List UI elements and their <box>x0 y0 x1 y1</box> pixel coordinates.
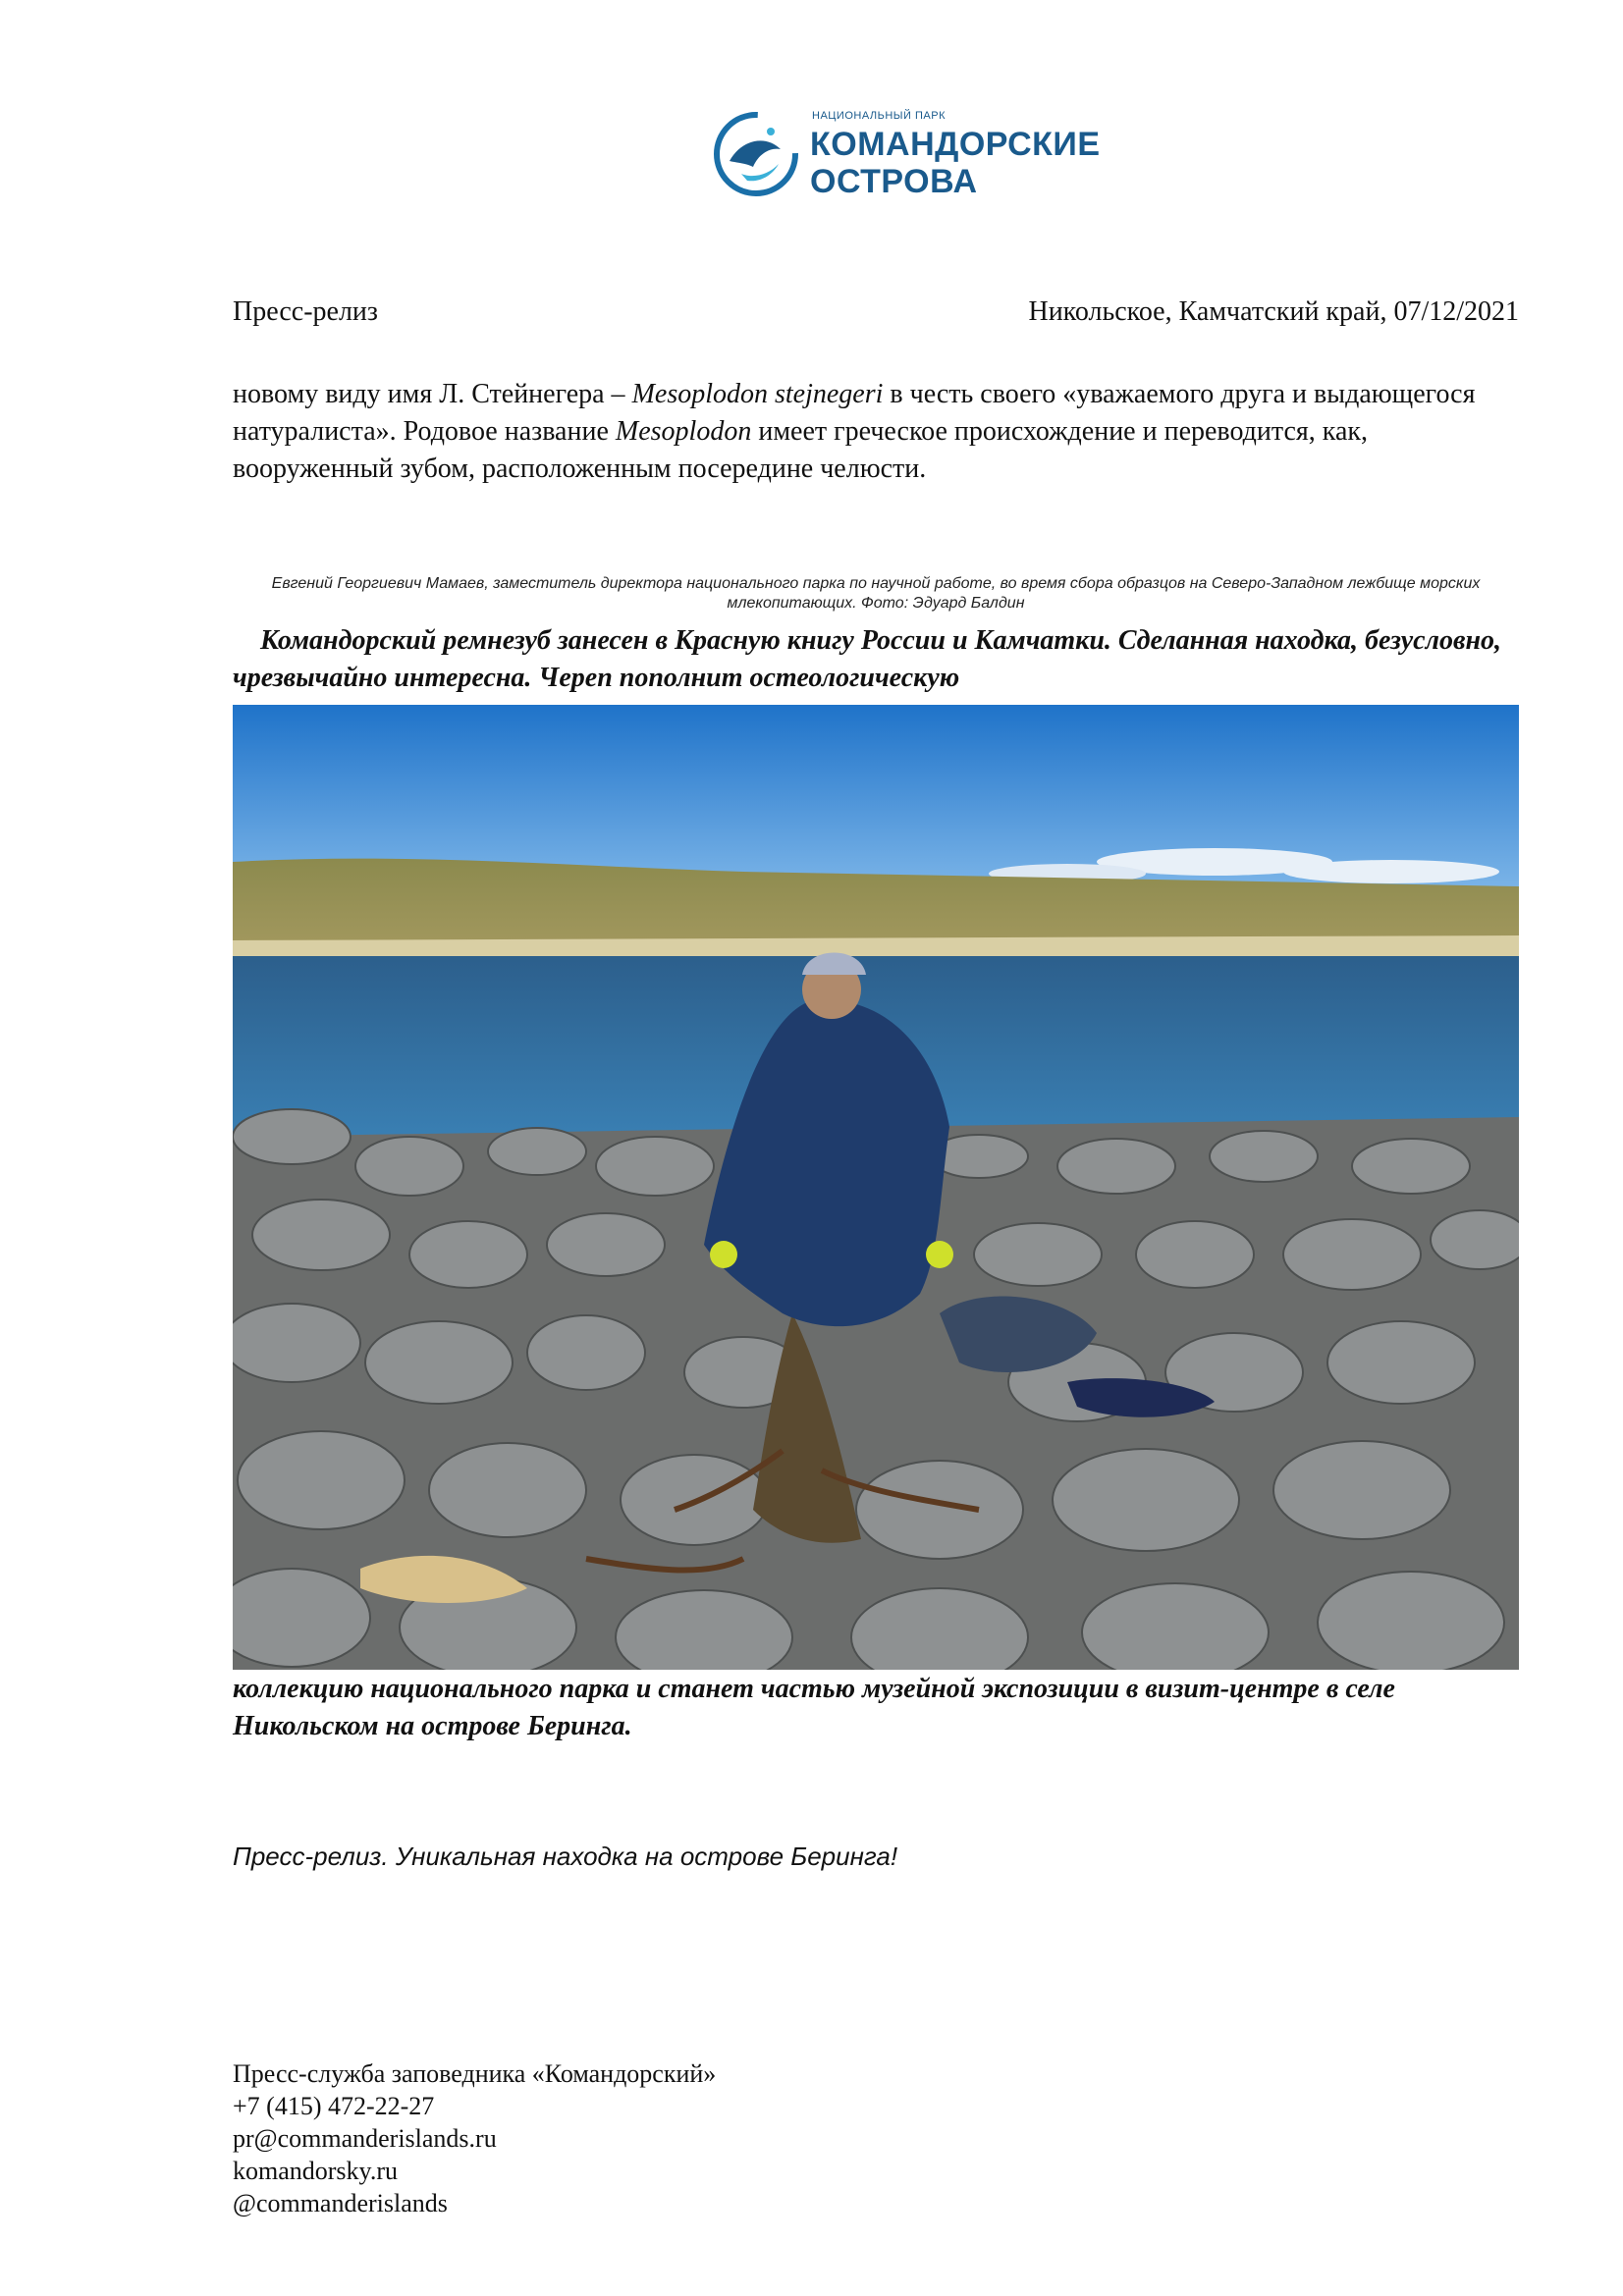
whale-emblem-icon <box>712 110 800 198</box>
species-name: Mesoplodon stejnegeri <box>631 379 884 409</box>
press-release-subtitle: Пресс-релиз. Уникальная находка на острове Беринга! <box>233 1842 898 1871</box>
phone-number: +7 (415) 472-22-27 <box>233 2092 435 2120</box>
park-logo <box>712 106 1101 200</box>
logo-pretitle: НАЦИОНАЛЬНЫЙ ПАРК <box>812 110 946 122</box>
body-paragraph <box>233 376 1519 488</box>
para-text-2: в честь своего «уважаемого друга и выдающегося натуралиста». Родовое название <box>233 379 1476 447</box>
genus-name: Mesoplodon <box>615 416 752 447</box>
contact-footer <box>233 2057 716 2219</box>
logo-line-2: ОСТРОВА <box>810 163 978 200</box>
para-text-3: имеет греческое происхождение и переводится, как, вооруженный зубом, расположенным посередине челюсти. <box>233 416 1368 484</box>
bold-text-bottom: коллекцию национального парка и станет частью музейной экспозиции в визит-центре в селе Никольском на острове Беринга. <box>233 1674 1395 1741</box>
press-service-name: Пресс-служба заповедника «Командорский» <box>233 2059 717 2088</box>
logo-line-1: КОМАНДОРСКИЕ <box>810 126 1101 163</box>
email-address: pr@commanderislands.ru <box>233 2124 497 2153</box>
place-date: Никольское, Камчатский край, 07/12/2021 <box>1028 296 1519 327</box>
bold-text-top: Командорский ремнезуб занесен в Красную книгу России и Камчатки. Сделанная находка, безусловно, чрезвычайно интересна. Череп пополнит остеологическую <box>233 625 1509 693</box>
doc-type: Пресс-релиз <box>233 296 378 327</box>
website: komandorsky.ru <box>233 2157 399 2185</box>
beach-photo <box>233 705 1519 1670</box>
photo-caption: Евгений Георгиевич Мамаев, заместитель директора национального парка по научной работе, во время сбора образцов на Северо-Западном лежбище морских млекопитающих. Фото: Эдуард Балдин <box>271 575 1481 612</box>
para-text-1: новому виду имя Л. Стейнегера – <box>233 379 632 409</box>
social-handle: @commanderislands <box>233 2189 448 2217</box>
